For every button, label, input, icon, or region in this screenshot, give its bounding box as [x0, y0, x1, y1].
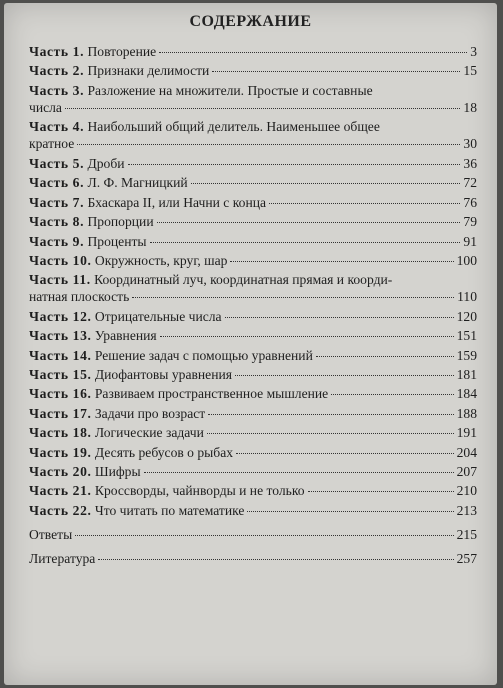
book-page	[4, 3, 497, 685]
toc-entry	[29, 308, 477, 325]
toc-part-label: Часть 2.	[29, 63, 85, 79]
toc-entry	[29, 482, 477, 499]
toc-part-label: Часть 6.	[29, 175, 85, 191]
dot-leader	[316, 356, 454, 357]
dot-leader	[212, 71, 460, 72]
toc-page-number: 191	[456, 425, 477, 441]
dot-leader	[132, 297, 454, 298]
dot-leader	[207, 433, 454, 434]
toc-page-number: 110	[457, 289, 477, 305]
toc-part-label: Часть 5.	[29, 155, 85, 171]
toc-entry-title: Ответы	[29, 526, 73, 542]
toc-part-label: Часть 1.	[29, 44, 85, 59]
toc-entry	[29, 118, 477, 152]
dot-leader	[160, 336, 454, 337]
toc-page-number: 3	[470, 44, 477, 59]
toc-entry-title: Что читать по математике	[94, 502, 245, 518]
dot-leader	[65, 108, 460, 109]
toc-entry	[29, 550, 477, 567]
toc-page-number: 181	[456, 367, 477, 383]
toc-page-number: 213	[456, 502, 477, 518]
toc-part-label: Часть 14.	[29, 347, 92, 363]
dot-leader	[75, 535, 453, 536]
toc-page-number: 184	[456, 386, 477, 402]
toc-entry-title: Развиваем пространственное мышление	[94, 386, 329, 402]
dot-leader	[308, 491, 454, 492]
toc-entry	[29, 155, 477, 172]
toc-entry	[29, 213, 477, 230]
toc-entry-title: кратное	[29, 136, 75, 152]
dot-leader	[235, 375, 454, 376]
toc-page-number: 72	[463, 175, 477, 191]
toc-entry-title: Л. Ф. Магницкий	[87, 175, 188, 191]
toc-entry	[29, 385, 477, 402]
toc-part-label: Часть 10.	[29, 252, 92, 268]
toc-page-number: 159	[456, 347, 477, 363]
toc-entry-title: Логические задачи	[94, 425, 204, 441]
toc-part-label: Часть 20.	[29, 464, 92, 480]
toc-entry-title: Десять ребусов о рыбах	[94, 444, 234, 460]
toc-page-number: 36	[463, 155, 477, 171]
toc-entry-title: Кроссворды, чайнворды и не только	[94, 483, 305, 499]
toc-part-label: Часть 12.	[29, 308, 92, 324]
toc-entry	[29, 405, 477, 422]
toc-page-number: 215	[456, 526, 477, 542]
toc-entry	[29, 174, 477, 191]
toc-page-number: 100	[456, 252, 477, 268]
dot-leader	[159, 52, 467, 53]
toc-part-label: Часть 7.	[29, 194, 85, 210]
toc-entry	[29, 82, 477, 116]
toc-page-number: 188	[456, 405, 477, 421]
toc-entry-title: Пропорции	[87, 214, 154, 230]
toc-entry	[29, 424, 477, 441]
toc-entry-title: Бхаскара II, или Начни с конца	[87, 194, 267, 210]
table-of-contents	[29, 43, 477, 569]
toc-entry-title: Задачи про возраст	[94, 405, 206, 421]
toc-entry-title: Уравнения	[94, 328, 157, 344]
toc-part-label: Часть 18.	[29, 425, 92, 441]
toc-page-number: 204	[456, 444, 477, 460]
toc-entry-title: Дроби	[87, 155, 125, 171]
dot-leader	[144, 472, 454, 473]
toc-entry-title: натная плоскость	[29, 289, 130, 305]
toc-entry	[29, 194, 477, 211]
toc-part-label: Часть 19.	[29, 444, 92, 460]
dot-leader	[331, 394, 453, 395]
toc-part-label: Часть 8.	[29, 214, 85, 230]
toc-entry	[29, 271, 477, 305]
toc-entry-title: Диофантовы уравнения	[94, 367, 233, 383]
toc-entry-title: Отрицательные числа	[94, 308, 222, 324]
toc-part-label: Часть 3.	[29, 82, 85, 98]
dot-leader	[208, 414, 453, 415]
toc-page-number: 207	[456, 464, 477, 480]
toc-entry-title: Литература	[29, 550, 96, 566]
dot-leader	[247, 511, 453, 512]
toc-page-number: 30	[463, 136, 477, 152]
toc-entry	[29, 252, 477, 269]
toc-part-label: Часть 17.	[29, 405, 92, 421]
dot-leader	[236, 453, 454, 454]
toc-page-number: 257	[456, 550, 477, 566]
toc-entry	[29, 327, 477, 344]
toc-entry-title: Шифры	[94, 464, 141, 480]
toc-entry-title: Координатный луч, координатная прямая и коорди-	[94, 272, 393, 288]
toc-entry	[29, 43, 477, 60]
toc-part-label: Часть 15.	[29, 367, 92, 383]
toc-entry-title: Решение задач с помощью уравнений	[94, 347, 313, 363]
toc-entry	[29, 62, 477, 79]
toc-page-number: 76	[463, 194, 477, 210]
toc-entry	[29, 347, 477, 364]
toc-page-number: 91	[463, 233, 477, 249]
toc-part-label: Часть 4.	[29, 119, 85, 135]
toc-entry-title: числа	[29, 99, 62, 115]
dot-leader	[77, 144, 460, 145]
toc-page-number: 120	[456, 308, 477, 324]
dot-leader	[157, 222, 461, 223]
toc-page-number: 15	[463, 63, 477, 79]
toc-entry-title: Разложение на множители. Простые и составные	[87, 82, 373, 98]
toc-page-number: 151	[456, 328, 477, 344]
dot-leader	[269, 203, 460, 204]
toc-page-number: 18	[463, 99, 477, 115]
toc-page-number: 210	[456, 483, 477, 499]
page-title: СОДЕРЖАНИЕ	[189, 13, 312, 30]
dot-leader	[98, 559, 453, 560]
toc-page-number: 79	[463, 214, 477, 230]
dot-leader	[150, 242, 461, 243]
toc-entry-title: Повторение	[87, 44, 157, 59]
toc-entry-title: Признаки делимости	[87, 63, 210, 79]
toc-part-label: Часть 16.	[29, 386, 92, 402]
toc-part-label: Часть 9.	[29, 233, 85, 249]
toc-entry	[29, 233, 477, 250]
toc-entry	[29, 502, 477, 519]
toc-entry-title: Проценты	[87, 233, 147, 249]
toc-entry	[29, 444, 477, 461]
toc-entry	[29, 366, 477, 383]
toc-part-label: Часть 22.	[29, 502, 92, 518]
toc-entry-title: Окружность, круг, шар	[94, 252, 228, 268]
dot-leader	[225, 317, 454, 318]
toc-entry	[29, 463, 477, 480]
dot-leader	[230, 261, 453, 262]
toc-part-label: Часть 11.	[29, 272, 91, 288]
toc-part-label: Часть 21.	[29, 483, 92, 499]
toc-entry	[29, 526, 477, 543]
toc-entry-title: Наибольший общий делитель. Наименьшее общее	[87, 119, 380, 135]
dot-leader	[191, 183, 461, 184]
dot-leader	[128, 164, 461, 165]
toc-part-label: Часть 13.	[29, 328, 92, 344]
